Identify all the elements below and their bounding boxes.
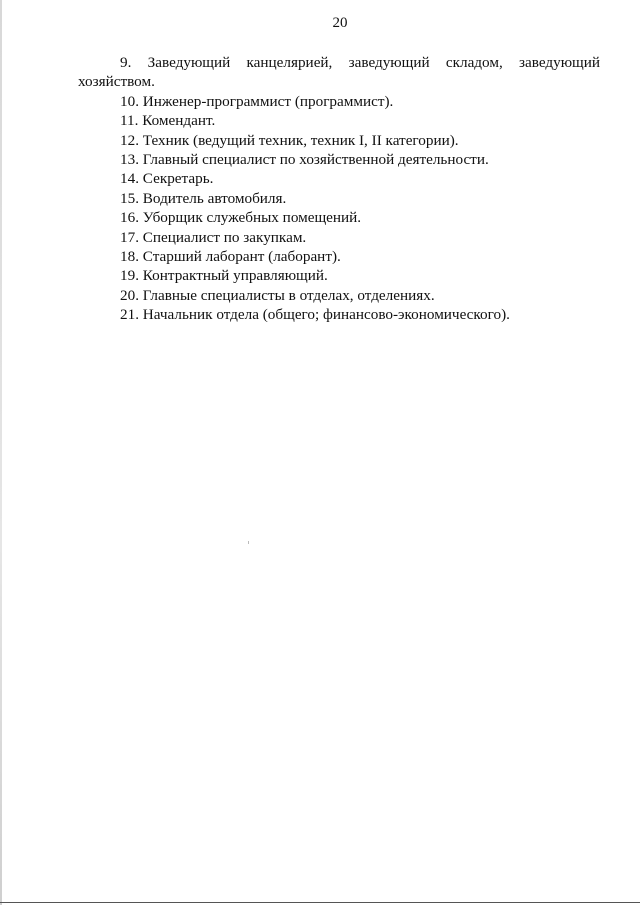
- list-item-21: 21. Начальник отдела (общего; финансово-экономического).: [120, 306, 510, 324]
- list-item-11: 11. Комендант.: [120, 112, 216, 130]
- page-number: 20: [332, 15, 348, 31]
- list-item-17: 17. Специалист по закупкам.: [120, 228, 307, 246]
- scan-left-edge: [0, 0, 2, 905]
- list-item-15: 15. Водитель автомобиля.: [120, 189, 287, 207]
- list-item-16: 16. Уборщик служебных помещений.: [120, 209, 362, 227]
- list-item-18: 18. Старший лаборант (лаборант).: [120, 248, 341, 266]
- list-item-9-line2: хозяйством.: [78, 73, 155, 91]
- list-item-19: 19. Контрактный управляющий.: [120, 267, 328, 285]
- list-item-14: 14. Секретарь.: [120, 170, 214, 188]
- scan-bottom-edge: [0, 902, 640, 903]
- list-item-13: 13. Главный специалист по хозяйственной деятельности.: [120, 151, 489, 169]
- list-item-10: 10. Инженер-программист (программист).: [120, 92, 394, 110]
- list-item-20: 20. Главные специалисты в отделах, отделениях.: [120, 286, 435, 304]
- list-item-12: 12. Техник (ведущий техник, техник I, II категории).: [120, 131, 459, 149]
- list-item-9-line1: 9. Заведующий канцелярией, заведующий складом, заведующий: [120, 54, 600, 71]
- list-item-9: [78, 53, 600, 92]
- position-list: [78, 53, 600, 325]
- scan-speck: [248, 541, 249, 544]
